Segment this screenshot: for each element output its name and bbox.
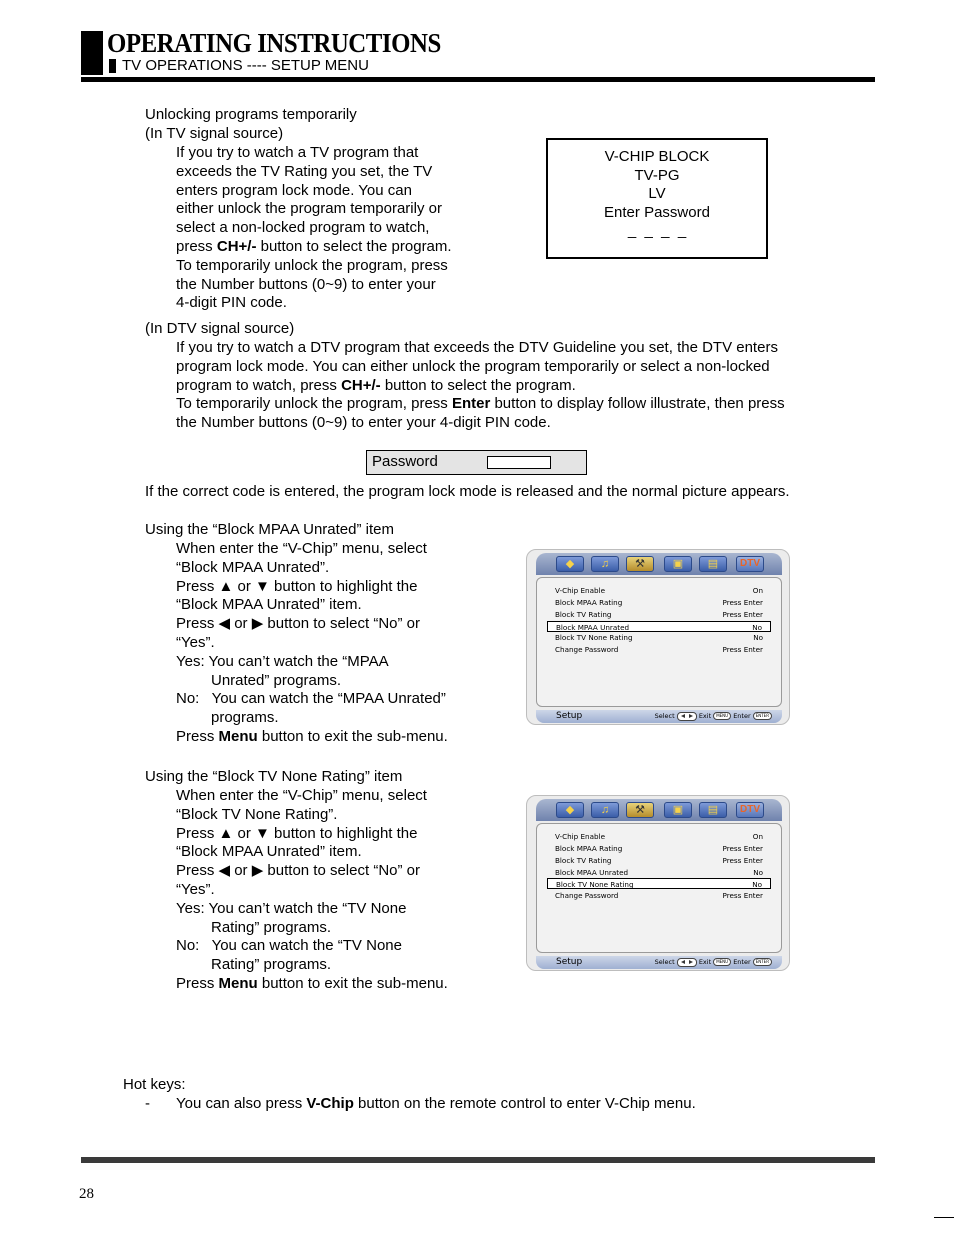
osd-row-label: Change Password (555, 891, 619, 900)
page-subtitle: TV OPERATIONS ---- SETUP MENU (122, 57, 369, 74)
tvnone-line: Press ◀ or ▶ button to select “No” or (176, 862, 420, 880)
osd-row (547, 585, 771, 596)
osd-screenshot-tvnone (526, 795, 790, 971)
osd-row-label: V-Chip Enable (555, 832, 605, 841)
arrow-keys-icon (677, 712, 697, 721)
menu-key-icon: MENU (713, 712, 731, 720)
unlock-tv-line: 4-digit PIN code. (176, 294, 287, 312)
tvnone-no: No: You can watch the “TV None (176, 937, 402, 955)
text: program to watch, press (176, 376, 342, 394)
osd-row-label: Change Password (555, 645, 619, 654)
dtv-tab-icon: DTV (736, 802, 764, 818)
osd-row-value: No (752, 880, 762, 889)
unlock-tv-line: enters program lock mode. You can (176, 181, 412, 199)
password-label: Password (372, 453, 438, 470)
correct-code-text: If the correct code is entered, the program lock mode is released and the normal picture appears. (145, 483, 790, 500)
header-black-bar (81, 31, 103, 75)
vchip-line: V-CHIP BLOCK (604, 148, 710, 165)
mpaa-heading: Using the “Block MPAA Unrated” item (145, 521, 394, 538)
osd-row-value: Press Enter (722, 844, 763, 853)
osd-row-value: No (753, 633, 763, 642)
osd-menu-panel (536, 823, 782, 953)
mpaa-no: programs. (211, 709, 279, 727)
text: button to select the program. (256, 237, 452, 255)
enter-key-icon: ENTER (753, 958, 772, 966)
osd-row (547, 867, 771, 878)
help-select-label: Select (654, 958, 675, 966)
unlock-dtv-line (176, 377, 785, 396)
osd-help (655, 956, 772, 969)
osd-row-value: Press Enter (722, 598, 763, 607)
channel-tab-icon: ▣ (664, 556, 692, 572)
text: button on the remote control to enter V-Chip menu. (353, 1095, 696, 1112)
tvnone-yes: Rating” programs. (211, 918, 332, 936)
mpaa-text (176, 540, 476, 747)
unlock-heading: Unlocking programs temporarily (145, 106, 357, 123)
vchip-line: LV (648, 185, 666, 203)
osd-row-label: Block TV None Rating (556, 880, 634, 889)
picture-tab-icon: ◆ (556, 802, 584, 818)
mpaa-line: Press ◀ or ▶ button to select “No” or (176, 615, 420, 633)
key-name: Menu (218, 727, 258, 745)
sound-tab-icon: ♫ (591, 556, 619, 572)
osd-row (547, 855, 771, 866)
unlock-dtv-line: the Number buttons (0~9) to enter your 4-digit PIN code. (176, 414, 551, 432)
text: button to exit the sub-menu. (257, 974, 448, 992)
osd-tab-bar (536, 799, 782, 821)
osd-row-value: No (753, 868, 763, 877)
unlock-tv-line: If you try to watch a TV program that (176, 144, 419, 161)
unlock-tv-line: either unlock the program temporarily or (176, 200, 442, 218)
tvnone-exit-line (176, 975, 476, 994)
tvnone-line: “Yes”. (176, 880, 215, 898)
tv-tab-icon: ▤ (699, 802, 727, 818)
mpaa-exit-line (176, 728, 476, 747)
unlock-dtv-line: program lock mode. You can either unlock the program temporarily or select a non-locked (176, 357, 770, 375)
hotkeys-heading: Hot keys: (123, 1076, 186, 1093)
mpaa-yes: Unrated” programs. (211, 671, 342, 689)
osd-row-label: Block TV None Rating (555, 633, 633, 642)
osd-tab-bar (536, 553, 782, 575)
channel-tab-icon: ▣ (664, 802, 692, 818)
osd-row-value: Press Enter (722, 856, 763, 865)
text: button to display follow illustrate, then press (490, 395, 785, 413)
help-select-label: Select (654, 712, 675, 720)
hotkeys-dash: - (145, 1095, 150, 1112)
mpaa-yes: Yes: You can’t watch the “MPAA (176, 652, 389, 670)
key-name: Menu (218, 974, 258, 992)
page-title: OPERATING INSTRUCTIONS (107, 28, 441, 58)
osd-row-label: Block MPAA Unrated (556, 623, 630, 632)
text: press (176, 237, 217, 255)
password-field (487, 456, 551, 469)
dtv-tab-icon: DTV (736, 556, 764, 572)
osd-row (547, 632, 771, 643)
tvnone-line: Press ▲ or ▼ button to highlight the (176, 824, 418, 842)
unlock-dtv-line: If you try to watch a DTV program that exceeds the DTV Guideline you set, the DTV enters (176, 339, 778, 356)
unlock-tv-text (176, 144, 452, 313)
key-name: CH+/- (216, 237, 257, 255)
mpaa-line: Press ▲ or ▼ button to highlight the (176, 577, 418, 595)
text: To temporarily unlock the program, press (176, 395, 452, 413)
vchip-line: Enter Password (604, 203, 710, 221)
corner-mark (934, 1217, 954, 1218)
password-illustration (366, 450, 587, 475)
osd-row-value: On (752, 586, 763, 595)
menu-key-icon: MENU (713, 958, 731, 966)
unlock-tv-line: To temporarily unlock the program, press (176, 256, 448, 274)
text: Press (176, 727, 219, 745)
sound-tab-icon: ♫ (591, 802, 619, 818)
osd-row (547, 890, 771, 901)
help-enter-label: Enter (733, 958, 751, 966)
tvnone-line: “Block MPAA Unrated” item. (176, 843, 362, 861)
tvnone-heading: Using the “Block TV None Rating” item (145, 768, 403, 785)
osd-row-label: Block TV Rating (555, 856, 612, 865)
unlock-tv-line: exceeds the TV Rating you set, the TV (176, 162, 433, 180)
mpaa-no: No: You can watch the “MPAA Unrated” (176, 690, 446, 708)
osd-row-value: Press Enter (722, 891, 763, 900)
vchip-line: TV-PG (634, 166, 680, 184)
osd-row-label: Block MPAA Unrated (555, 868, 629, 877)
mpaa-line: “Block MPAA Unrated” item. (176, 596, 362, 614)
key-name: V-Chip (306, 1095, 354, 1112)
vchip-block-illustration (546, 138, 768, 259)
osd-footer-title: Setup (556, 711, 583, 721)
picture-tab-icon: ◆ (556, 556, 584, 572)
tvnone-line: When enter the “V-Chip” menu, select (176, 787, 427, 804)
setup-tab-icon: ⚒ (626, 556, 654, 572)
setup-tab-icon: ⚒ (626, 802, 654, 818)
mpaa-line: When enter the “V-Chip” menu, select (176, 540, 427, 557)
text: Press (176, 974, 219, 992)
tvnone-yes: Yes: You can’t watch the “TV None (176, 899, 407, 917)
help-exit-label: Exit (698, 958, 712, 966)
help-exit-label: Exit (698, 712, 712, 720)
key-name: Enter (451, 395, 491, 413)
osd-row (547, 609, 771, 620)
osd-screenshot-mpaa (526, 549, 790, 725)
text: button to select the program. (380, 376, 576, 394)
footer-rule (81, 1157, 875, 1163)
unlock-dtv-line (176, 395, 785, 414)
osd-row-label: Block MPAA Rating (555, 844, 623, 853)
subtitle-marker (109, 59, 116, 73)
hotkeys-text (176, 1095, 696, 1114)
vchip-pin-placeholder: _ _ _ _ (627, 222, 687, 240)
osd-row-value: Press Enter (722, 610, 763, 619)
osd-row-value: Press Enter (722, 645, 763, 654)
unlock-tv-line: the Number buttons (0~9) to enter your (176, 275, 436, 293)
header-rule (81, 77, 875, 82)
osd-row (547, 597, 771, 608)
text: button to exit the sub-menu. (257, 727, 448, 745)
unlock-dtv-source: (In DTV signal source) (145, 320, 295, 337)
enter-key-icon: ENTER (753, 712, 772, 720)
osd-menu-panel (536, 577, 782, 707)
unlock-tv-press-line (176, 238, 452, 257)
osd-footer (536, 956, 782, 969)
mpaa-line: “Block MPAA Unrated”. (176, 558, 330, 576)
osd-row-label: V-Chip Enable (555, 586, 605, 595)
osd-row-selected (547, 878, 771, 889)
unlock-heading-block (145, 106, 357, 144)
osd-row-label: Block MPAA Rating (555, 598, 623, 607)
tv-tab-icon: ▤ (699, 556, 727, 572)
osd-footer (536, 710, 782, 723)
key-name: CH+/- (341, 376, 381, 394)
osd-row-value: No (752, 623, 762, 632)
osd-row-selected (547, 621, 771, 632)
unlock-tv-line: select a non-locked program to watch, (176, 219, 430, 237)
osd-row-label: Block TV Rating (555, 610, 612, 619)
tvnone-text (176, 787, 476, 994)
arrow-keys-icon (677, 958, 697, 967)
osd-row-value: On (752, 832, 763, 841)
help-enter-label: Enter (733, 712, 751, 720)
osd-row (547, 831, 771, 842)
unlock-tv-source: (In TV signal source) (145, 124, 284, 142)
osd-row (547, 843, 771, 854)
tvnone-line: “Block TV None Rating”. (176, 805, 338, 823)
unlock-dtv-text (176, 339, 785, 433)
page-number: 28 (79, 1186, 94, 1202)
osd-row (547, 644, 771, 655)
mpaa-line: “Yes”. (176, 633, 215, 651)
tvnone-no: Rating” programs. (211, 956, 332, 974)
osd-help (655, 710, 772, 723)
text: You can also press (176, 1095, 307, 1112)
osd-footer-title: Setup (556, 957, 583, 967)
